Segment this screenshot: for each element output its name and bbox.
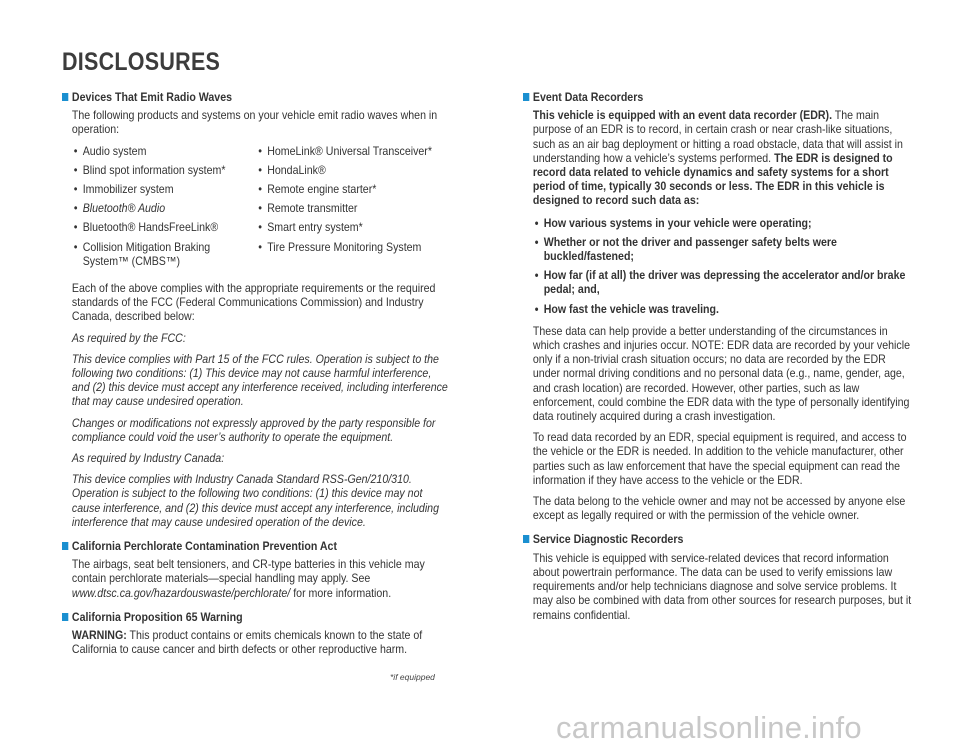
perchlorate-text: The airbags, seat belt tensioners, and CR-type batteries in this vehicle may contain perchlorate materials—special handling may apply. See www.dtsc.ca.gov/hazardouswaste/perchlorate/ for more information. (71, 557, 425, 600)
list-item: • Blind spot information system* (72, 163, 257, 177)
section-heading-edr: Event Data Recorders (523, 90, 915, 104)
section-heading-prop65: California Proposition 65 Warning (62, 610, 452, 624)
list-item: • Smart entry system* (256, 220, 441, 234)
list-item: • Audio system (72, 144, 257, 158)
section-marker-icon (62, 613, 68, 621)
list-item: • How fast the vehicle was traveling. (533, 302, 916, 316)
page-title: DISCLOSURES (62, 48, 221, 76)
edr-paragraph: The data belong to the vehicle owner and may not be accessed by anyone else except as legally required or with the permission of the vehicle owner. (532, 494, 906, 523)
fcc-label: As required by the FCC: (71, 330, 186, 345)
fcc-changes: Changes or modifications not expressly approved by the party responsible for compliance could void the user’s authority to operate the equipment. (71, 415, 436, 444)
list-item: • HondaLink® (256, 163, 441, 177)
compliance-text: Each of the above complies with the appropriate requirements or the required standards of the FCC (Federal Communications Commission) and Industry Canada, described below: (71, 281, 436, 324)
list-item: • HomeLink® Universal Transceiver* (256, 144, 441, 158)
list-item: • Whether or not the driver and passenger safety belts were buckled/fastened; (533, 235, 916, 263)
list-item: • How various systems in your vehicle were operating; (533, 216, 916, 230)
prop65-text: WARNING: This product contains or emits chemicals known to the state of California to cause cancer and birth defects or other reproductive harm. (71, 628, 423, 657)
section-marker-icon (523, 93, 529, 101)
watermark: carmanualsonline.info (556, 710, 862, 745)
section-heading-perchlorate: California Perchlorate Contamination Prevention Act (62, 539, 452, 553)
section-heading-radio-waves: Devices That Emit Radio Waves (62, 90, 452, 104)
warning-label: WARNING: (71, 628, 127, 643)
right-column (523, 90, 915, 629)
edr-paragraph: To read data recorded by an EDR, special equipment is required, and access to the vehicle or the EDR is needed. In addition to the vehicle manufacturer, other parties such as law enforcement that have the special equipment can read the information if they have access to the vehicle or the EDR. (532, 430, 907, 487)
list-item: • Tire Pressure Monitoring System (256, 240, 441, 254)
left-column (62, 90, 452, 664)
device-list (72, 144, 452, 273)
list-item: • Bluetooth® HandsFreeLink® (72, 220, 257, 234)
edr-data-list (533, 216, 916, 316)
edr-lead: This vehicle is equipped with an event data recorder (EDR). The main purpose of an EDR is to record, in certain crash or near crash-like situations, such as an air bag deployment or hitting a road obstacle, data that will assist in understanding how a vehicle’s systems performed. The EDR is designed to record data related to vehicle dynamics and safety systems for a short period of time, typically 30 seconds or less. The EDR in this vehicle is designed to record such data as: (532, 108, 903, 208)
ic-text: This device complies with Industry Canada Standard RSS-Gen/210/310. Operation is subject to the following two conditions: (1) this device may not cause interference, and (2) this device must accept any interference, including interference that may cause undesired operation of the device. (71, 472, 439, 529)
fcc-text: This device complies with Part 15 of the FCC rules. Operation is subject to the following two conditions: (1) This device may not cause harmful interference, and (2) this device must accept any interference received, including interference that may cause undesired operation. (71, 351, 448, 409)
section-marker-icon (523, 535, 529, 543)
section-marker-icon (62, 542, 68, 550)
sdr-text: This vehicle is equipped with service-related devices that record information about powertrain performance. The data can be used to verify emissions law requirements and/or help technicians diagnose and solve service problems. It may also be combined with data from other sources for research purposes, but it remains confidential. (532, 550, 912, 622)
radio-intro: The following products and systems on your vehicle emit radio waves when in operation: (71, 108, 438, 137)
edr-paragraph: These data can help provide a better understanding of the circumstances in which crashes and injuries occur. NOTE: EDR data are recorded by your vehicle only if a non-trivial crash situation occurs; no data are recorded by the EDR under normal driving conditions and no personal data (e.g., name, gender, age, and crash location) are recorded. However, other parties, such as law enforcement, could combine the EDR data with the type of personally identifying data routinely acquired during a crash investigation. (532, 323, 910, 424)
list-item: • Remote engine starter* (256, 182, 441, 196)
footnote: *if equipped (390, 672, 435, 682)
section-marker-icon (62, 93, 68, 101)
list-item: • Immobilizer system (72, 182, 257, 196)
ic-label: As required by Industry Canada: (71, 451, 225, 466)
list-item: • Collision Mitigation Braking System™ (CMBS™) (72, 240, 257, 268)
list-item: • How far (if at all) the driver was depressing the accelerator and/or brake pedal; and, (533, 268, 916, 296)
section-heading-sdr: Service Diagnostic Recorders (523, 532, 915, 546)
list-item: • Bluetooth® Audio (72, 201, 257, 215)
list-item: • Remote transmitter (256, 201, 441, 215)
perchlorate-url: www.dtsc.ca.gov/hazardouswaste/perchlorate/ (71, 585, 291, 600)
